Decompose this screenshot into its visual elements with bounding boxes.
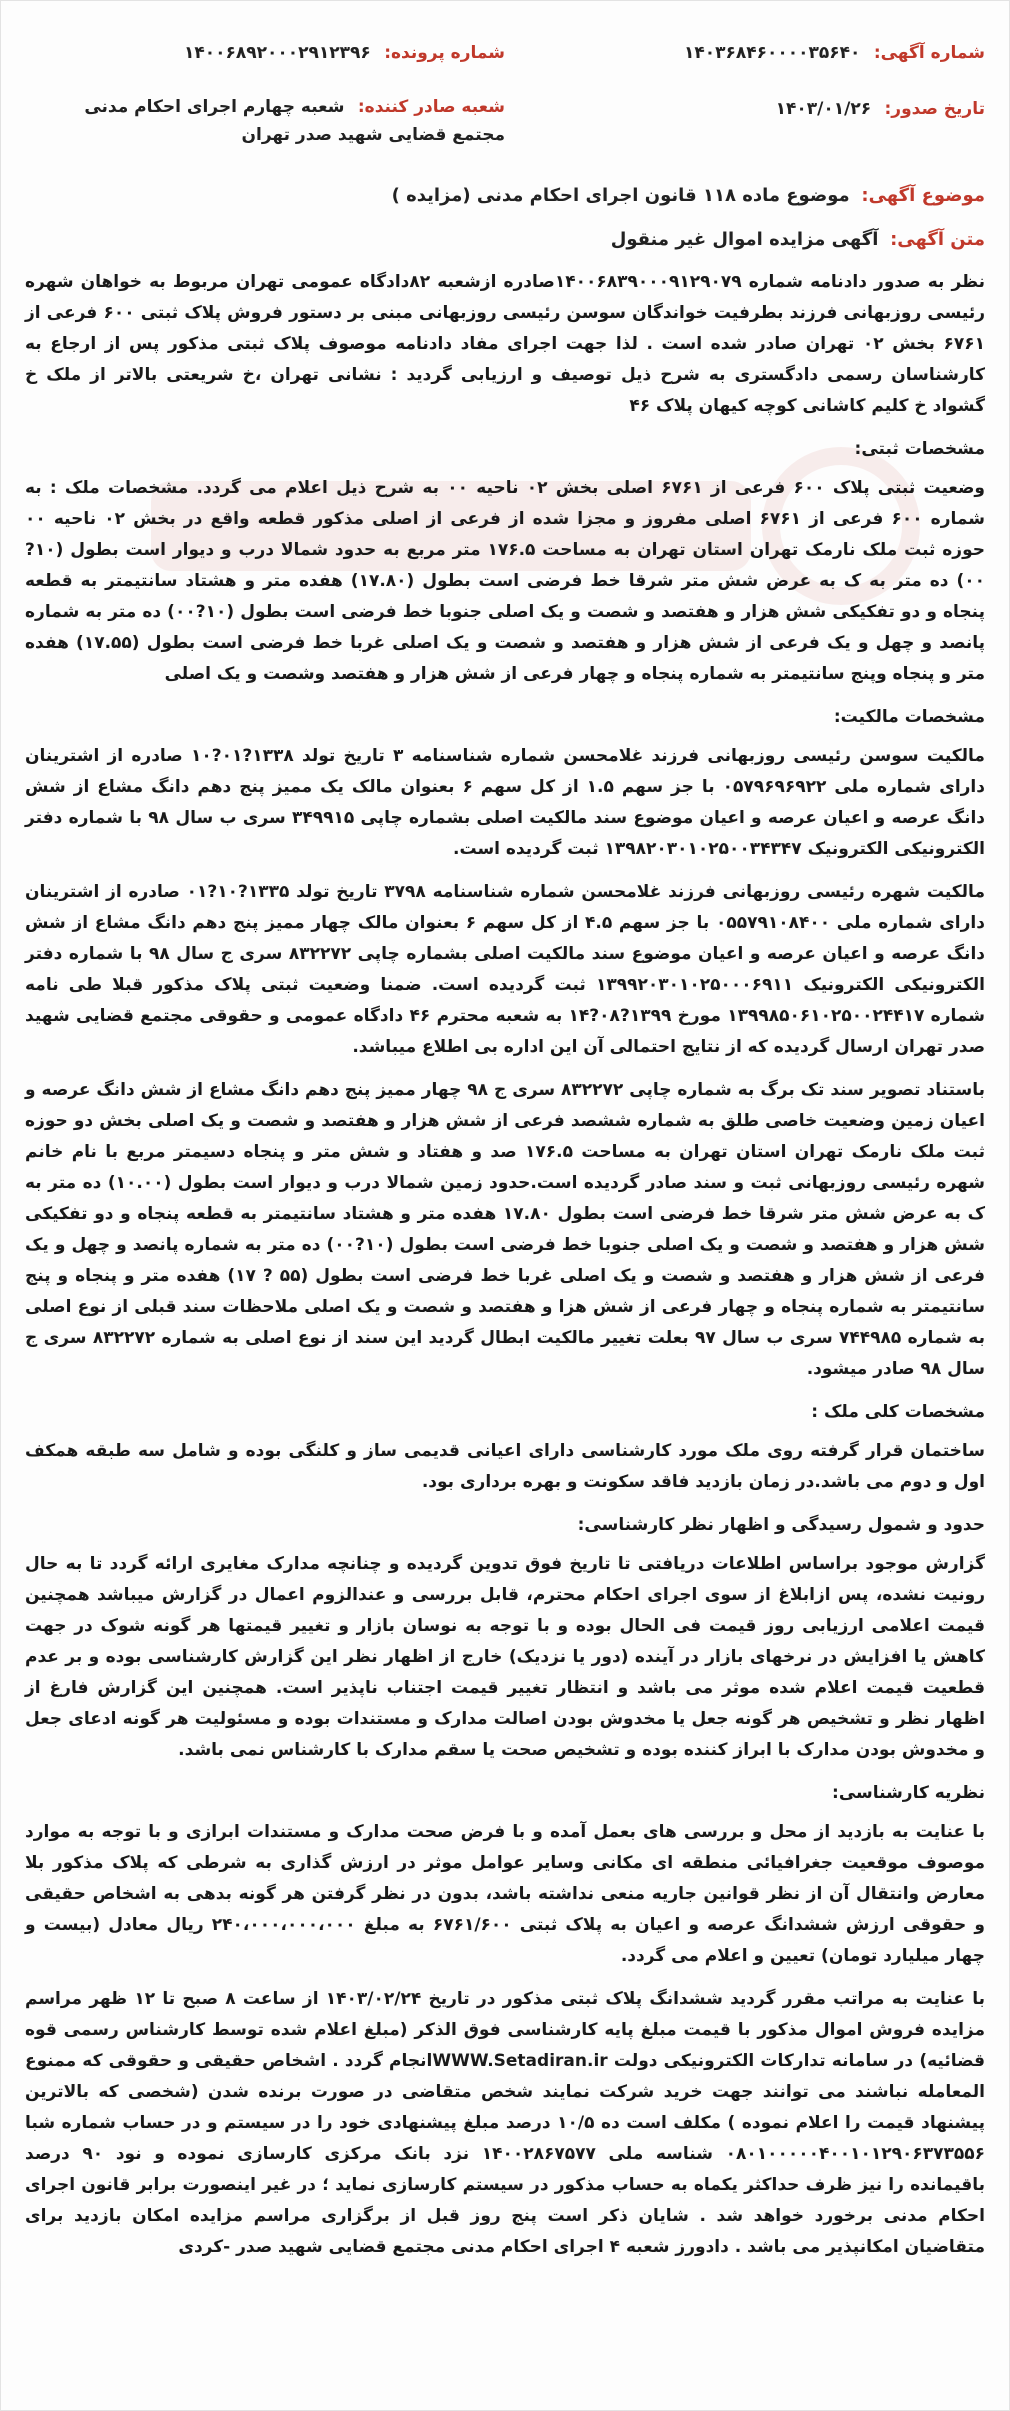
scope-paragraph: گزارش موجود براساس اطلاعات دریافتی تا تاریخ فوق تدوین گردیده و چنانچه مدارک مغایری ارائه گردد تا به حال رونیت نشده، پس ازابلاغ از سوی اجرای احکام محترم، قابل بررسی و عندالزوم اعمال در گزارش میباشد همچنین قیمت اعلامی ارزیابی روز قیمت فی الحال بوده و با توجه به نوسان بازار و تغییر قیمتها هر گونه شوک در جهت کاهش یا افزایش در نرخهای بازار در آینده (دور یا نزدیک) خارج از اظهار نظر این گزارش کارشناسی بوده و بر عدم قطعیت قیمت اعلام شده موثر می باشد و انتظار تغییر قیمت اجتناب ناپذیر است. همچنین این گزارش فارغ از اظهار نظر و تشخیص هر گونه جعل یا مخدوش بودن اصالت مدارک و مستندات بوده و مسئولیت هر گونه ادعای جعل و مخدوش بودن مدارک با ابراز کننده بوده و تشخیص صحت یا سقم مدارک با کارشناس نمی باشد. bbox=[25, 1554, 985, 1760]
text-title-line bbox=[25, 223, 985, 257]
general-heading: مشخصات کلی ملک : bbox=[811, 1402, 985, 1422]
text-label: متن آگهی: bbox=[890, 229, 985, 250]
opinion-heading: نظریه کارشناسی: bbox=[832, 1783, 985, 1803]
issue-date-field bbox=[776, 95, 985, 123]
file-number-label: شماره پرونده: bbox=[384, 43, 505, 63]
ownership-paragraph-1: مالکیت سوسن رئیسی روزبهانی فرزند غلامحسن شماره شناسنامه ۳ تاریخ تولد ۱۳۳۸?۰۱?۱۰ صادره از اشترینان دارای شماره ملی ۰۵۷۹۶۹۶۹۲۲ با جز سهم ۱.۵ از کل سهم ۶ بعنوان مالک یک ممیز پنج دهم دانگ مشاع از شش دانگ عرصه و اعیان عرصه و اعیان موضوع سند مالکیت اصلی بشماره چاپی ۳۴۹۹۱۵ سری ب سال ۹۸ با شماره دفتر الکترونیکی الکترونیک ۱۳۹۸۲۰۳۰۱۰۲۵۰۰۳۴۳۴۷ ثبت گردیده است. bbox=[25, 746, 985, 859]
ownership-paragraph-2: مالکیت شهره رئیسی روزبهانی فرزند غلامحسن شماره شناسنامه ۳۷۹۸ تاریخ تولد ۱۳۳۵?۱۰?۰۱ صادره از اشترینان دارای شماره ملی ۰۵۵۷۹۱۰۸۴۰۰ با جز سهم ۴.۵ از کل سهم ۶ بعنوان مالک چهار ممیز پنج دهم دانگ مشاع از شش دانگ عرصه و اعیان عرصه و اعیان موضوع سند مالکیت اصلی بشماره چاپی ۸۳۲۲۷۲ سری ج سال ۹۸ با شماره دفتر الکترونیکی الکترونیک ۱۳۹۹۲۰۳۰۱۰۲۵۰۰۰۶۹۱۱ ثبت گردیده است. ضمنا وضعیت ثبتی پلاک مذکور قبلا طی نامه شماره ۱۳۹۹۸۵۰۶۱۰۲۵۰۰۲۴۴۱۷ مورخ ۱۳۹۹?۰۸?۱۴ به شعبه محترم ۴۶ دادگاه عمومی و حقوقی مجتمع قضایی شهید صدر تهران ارسال گردیده که از نتایج احتمالی آن این اداره بی اطلاع میباشد. bbox=[25, 882, 985, 1057]
issuer-value: شعبه چهارم اجرای احکام مدنی مجتمع قضایی شهید صدر تهران bbox=[84, 97, 505, 145]
file-number-field bbox=[184, 39, 505, 67]
subject-line bbox=[25, 179, 985, 213]
issue-date-label: تاریخ صدور: bbox=[884, 99, 985, 119]
subject-value: موضوع ماده ۱۱۸ قانون اجرای احکام مدنی (مزایده ) bbox=[391, 185, 850, 206]
notice-title: آگهی مزایده اموال غیر منقول bbox=[610, 229, 879, 250]
issuer-field bbox=[35, 93, 505, 149]
intro-paragraph: نظر به صدور دادنامه شماره ۱۴۰۰۶۸۳۹۰۰۰۹۱۲۹۰۷۹صادره ازشعبه ۸۲دادگاه عمومی تهران مربوط به خواهان شهره رئیسی روزبهانی فرزند بطرفیت خواندگان سوسن رئیسی روزبهانی مبنی بر دستور فروش پلاک ثبتی ۶۰۰ فرعی از ۶۷۶۱ بخش ۰۲ تهران صادر شده است . لذا جهت اجرای مفاد دادنامه موصوف پلاک ثبتی مذکور پس از ارجاع به کارشناسان رسمی دادگستری به شرح ذیل توصیف و ارزیابی گردید : نشانی تهران ،خ شریعتی بالاتر از ملک خ گشواد خ کلیم کاشانی کوچه کیهان پلاک ۴۶ bbox=[25, 272, 985, 416]
notice-metadata bbox=[25, 29, 985, 159]
subject-label: موضوع آگهی: bbox=[861, 185, 985, 206]
scope-heading: حدود و شمول رسیدگی و اظهار نظر کارشناسی: bbox=[577, 1515, 985, 1535]
ownership-paragraph-3: باستناد تصویر سند تک برگ به شماره چاپی ۸۳۲۲۷۲ سری ج ۹۸ چهار ممیز پنج دهم دانگ مشاع از شش دانگ عرصه و اعیان زمین وضعیت خاصی طلق به شماره ششصد فرعی از شش هزار و هفتصد و شصت و یک اصلی بخش دو حوزه ثبت ملک نارمک تهران استان تهران به مساحت ۱۷۶.۵ صد و هفتاد و شش متر و پنجاه دسیمتر مربع با نام خانم شهره رئیسی روزبهانی ثبت و سند صادر گردیده است.حدود زمین شمالا درب و دیوار است بطول (۱۰.۰۰) ده متر به ک به عرض شش متر شرقا خط فرضی است بطول ۱۷.۸۰ هفده متر و هشتاد سانتیمتر به قطعه پنجاه و دو تفکیکی شش هزار و هفتصد و شصت و یک اصلی جنوبا خط فرضی است بطول (۱۰?۰۰) ده متر به شماره پانصد و چهل و یک فرعی از شش هزار و هفتصد و شصت و یک اصلی غربا خط فرضی است بطول (۵۵ ? ۱۷) هفده متر و پنجاه و پنج سانتیمتر به شماره پنجاه و چهار فرعی از شش هزا و هفتصد و شصت و یک اصلی ملاحظات سند قبلی از نوع اصلی به شماره ۷۴۴۹۸۵ سری ب سال ۹۷ بعلت تغییر مالکیت ابطال گردید این سند از نوع اصلی به شماره ۸۳۲۲۷۲ سری ج سال ۹۸ صادر میشود. bbox=[25, 1080, 986, 1379]
issue-date-value: ۱۴۰۳/۰۱/۲۶ bbox=[775, 99, 872, 119]
file-number-value: ۱۴۰۰۶۸۹۲۰۰۰۲۹۱۲۳۹۶ bbox=[184, 43, 371, 63]
auction-terms-paragraph: با عنایت به مراتب مقرر گردید ششدانگ پلاک ثبتی مذکور در تاریخ ۱۴۰۳/۰۲/۲۴ از ساعت ۸ صبح تا ۱۲ ظهر مراسم مزایده فروش اموال مذکور با قیمت مبلغ پایه کارشناسی فوق الذکر (مبلغ اعلام شده توسط کارشناس رسمی قوه قضائیه) در سامانه تدارکات الکترونیکی دولت WWW.Setadiran.irانجام گردد . اشخاص حقیقی و حقوقی که ممنوع المعامله نباشند می توانند جهت خرید شرکت نمایند شخص متقاضی در صورت برنده شدن (شخصی که بالاترین پیشنهاد قیمت را اعلام نموده ) مکلف است ده ۱۰/۵ درصد مبلغ پیشنهادی خود را در سیستم و در حساب شماره شبا ۰۸۰۱۰۰۰۰۰۴۰۰۱۰۱۲۹۰۶۳۷۳۵۵۶ شناسه ملی ۱۴۰۰۲۸۶۷۵۷۷ نزد بانک مرکزی کارسازی نموده و نود ۹۰ درصد باقیمانده را نیز ظرف حداکثر یکماه به حساب مذکور در سیستم کارسازی نماید ؛ در غیر اینصورت برابر قانون اجرای احکام مدنی برخورد خواهد شد . شایان ذکر است پنج روز قبل از برگزاری مراسم مزایده امکان بازدید برای متقاضیان امکانپذیر می باشد . دادورز شعبه ۴ اجرای احکام مدنی مجتمع قضایی شهید صدر -کردی bbox=[25, 1989, 985, 2257]
registry-paragraph: وضعیت ثبتی پلاک ۶۰۰ فرعی از ۶۷۶۱ اصلی بخش ۰۲ ناحیه ۰۰ به شرح ذیل اعلام می گردد. مشخصات ملک : به شماره ۶۰۰ فرعی از ۶۷۶۱ اصلی مفروز و مجزا شده از فرعی از اصلی مذکور قطعه واقع در بخش ۰۲ ناحیه ۰۰ حوزه ثبت ملک نارمک تهران استان تهران به مساحت ۱۷۶.۵ متر مربع به حدود شمالا درب و دیوار است بطول (۱۰?۰۰) ده متر به ک به عرض شش متر شرقا خط فرضی است بطول (۱۷.۸۰) هفده متر و هشتاد سانتیمتر به قطعه پنجاه و دو تفکیکی شش هزار و هفتصد و شصت و یک اصلی جنوبا خط فرضی است بطول (۱۰?۰۰) ده متر به شماره پانصد و چهل و یک فرعی از شش هزار و هفتصد و شصت و یک اصلی غربا خط فرضی است بطول (۱۷.۵۵) هفده متر و پنجاه وپنج سانتیمتر به شماره پنجاه و چهار فرعی از شش هزار و هفتصد وشصت و یک اصلی bbox=[25, 478, 986, 684]
general-paragraph: ساختمان قرار گرفته روی ملک مورد کارشناسی دارای اعیانی قدیمی ساز و کلنگی بوده و شامل سه طبقه همکف اول و دوم می باشد.در زمان بازدید فاقد سکونت و بهره برداری بود. bbox=[25, 1441, 985, 1492]
ownership-heading: مشخصات مالکیت: bbox=[833, 707, 985, 727]
ad-number-value: ۱۴۰۳۶۸۴۶۰۰۰۰۳۵۶۴۰ bbox=[684, 43, 861, 63]
ad-number-label: شماره آگهی: bbox=[873, 43, 985, 63]
notice-content bbox=[25, 179, 985, 2275]
issuer-label: شعبه صادر کننده: bbox=[357, 97, 505, 117]
registry-heading: مشخصات ثبتی: bbox=[854, 439, 985, 459]
ad-number-field bbox=[684, 39, 985, 67]
opinion-paragraph: با عنایت به بازدید از محل و بررسی های بعمل آمده و با فرض صحت مدارک و مستندات ابرازی و با توجه به موارد موصوف موقعیت جغرافیائی منطقه ای مکانی وسایر عوامل موثر در ارزش گذاری به شرطی که پلاک مذکور بلا معارض وانتقال آن از نظر قوانین جاریه منعی نداشته باشد، بدون در نظر گرفتن هر گونه بدهی به اشخاص حقیقی و حقوقی ارزش ششدانگ عرصه و اعیان به پلاک ثبتی ۶۷۶۱/۶۰۰ به مبلغ ۲۴۰،۰۰۰،۰۰۰،۰۰۰ ریال معادل (بیست و چهار میلیارد تومان) تعیین و اعلام می گردد. bbox=[25, 1822, 985, 1966]
